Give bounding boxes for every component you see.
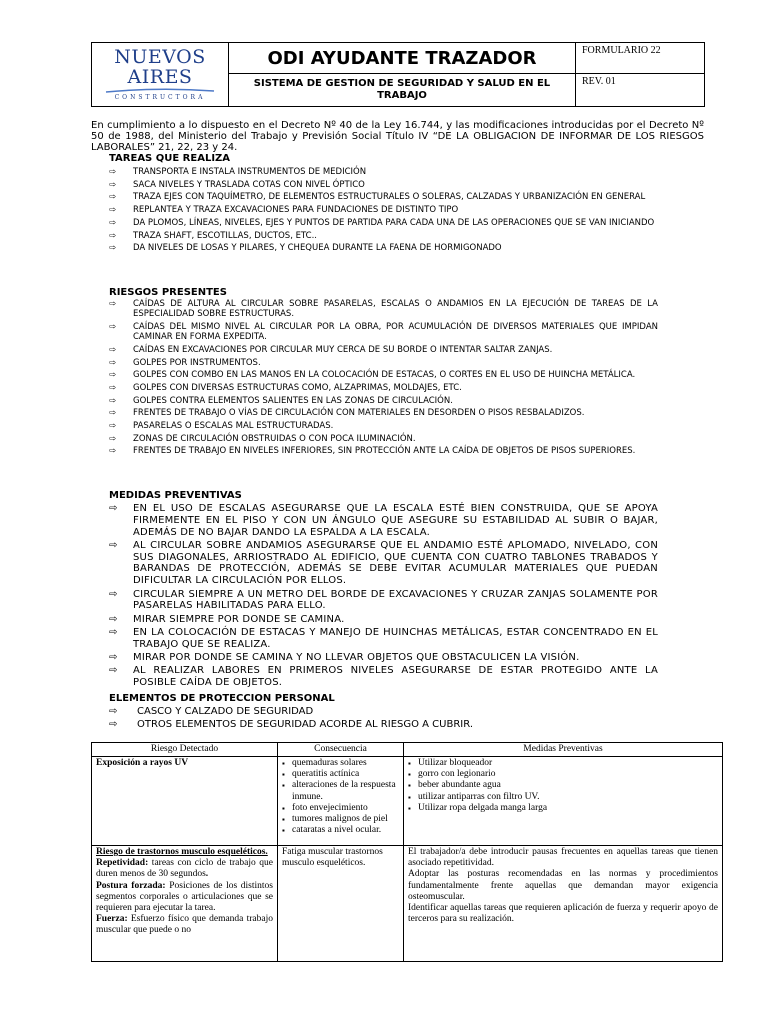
list-item — [109, 540, 658, 587]
list-item-text: GOLPES CON COMBO EN LAS MANOS EN LA COLOCACIÓN DE ESTACAS, O CORTES EN EL USO DE HUINCHA METÁLICA. — [133, 370, 636, 381]
document-subtitle: SISTEMA DE GESTION DE SEGURIDAD Y SALUD EN EL TRABAJO — [229, 74, 576, 107]
list-item — [292, 780, 399, 802]
measures-list — [109, 503, 658, 690]
arrow-icon: ⇨ — [109, 421, 117, 432]
arrow-icon: ⇨ — [109, 243, 117, 254]
risk-msk-title: Riesgo de trastornos musculo esqueléticos. — [96, 847, 268, 857]
consequence-list — [282, 758, 399, 836]
column-header-measures: Medidas Preventivas — [404, 743, 723, 757]
list-item — [292, 825, 399, 836]
arrow-icon: ⇨ — [109, 539, 118, 551]
list-item-text: EN LA COLOCACIÓN DE ESTACAS Y MANEJO DE HUINCHAS METÁLICAS, ESTAR CONCENTRADO EN EL TRABAJO QUE SE REALIZA. — [133, 626, 658, 650]
list-item-text: MIRAR POR DONDE SE CAMINA Y NO LLEVAR OBJETOS QUE OBSTACULICEN LA VISIÓN. — [133, 652, 580, 664]
list-item — [109, 396, 658, 406]
arrow-icon: ⇨ — [109, 230, 117, 241]
arrow-icon: ⇨ — [109, 179, 117, 190]
list-item — [292, 758, 399, 769]
intro-paragraph: En cumplimiento a lo dispuesto en el Decreto Nº 40 de la Ley 16.744, y las modificaciones introducidas por el Decreto Nº 50 de 1988, del Ministerio del Trabajo y Previsión Social Título IV “DE LA OBLIGACION DE INFORMAR DE LOS RIESGOS LABORALES” 21, 22, 23 y 24. — [91, 120, 704, 153]
list-item — [418, 803, 718, 814]
list-item — [418, 758, 718, 769]
list-item — [418, 769, 718, 780]
arrow-icon: ⇨ — [109, 217, 117, 228]
list-item-text: foto envejecimiento — [292, 802, 368, 813]
list-item — [109, 231, 658, 241]
list-item-text: DA NIVELES DE LOSAS Y PILARES, Y CHEQUEA DURANTE LA FAENA DE HORMIGONADO — [133, 243, 502, 254]
force-label: Fuerza: — [96, 914, 128, 925]
list-item — [109, 322, 658, 342]
list-item-text: quemaduras solares — [292, 758, 367, 768]
list-item — [109, 167, 658, 177]
list-item — [109, 243, 658, 253]
risk-table — [91, 742, 723, 962]
arrow-icon: ⇨ — [109, 395, 117, 406]
table-row — [92, 757, 723, 846]
list-item — [109, 652, 658, 664]
revision-number: REV. 01 — [576, 74, 705, 107]
list-item — [109, 345, 658, 355]
ppe-heading: ELEMENTOS DE PROTECCION PERSONAL — [109, 693, 335, 704]
logo-tagline: CONSTRUCTORA — [114, 94, 206, 101]
list-item — [109, 218, 658, 228]
list-item — [109, 383, 658, 393]
list-item-text: TRANSPORTA E INSTALA INSTRUMENTOS DE MEDICIÓN — [133, 167, 367, 177]
list-item — [109, 421, 658, 431]
arrow-icon: ⇨ — [109, 370, 117, 381]
arrow-icon: ⇨ — [109, 299, 117, 309]
list-item — [418, 780, 718, 791]
list-item-text: AL REALIZAR LABORES EN PRIMEROS NIVELES ASEGURARSE DE ESTAR PROTEGIDO ANTE LA POSIBLE CAÍDA DE OBJETOS. — [133, 665, 658, 689]
list-item — [109, 665, 658, 689]
list-item-text: ZONAS DE CIRCULACIÓN OBSTRUIDAS O CON POCA ILUMINACIÓN. — [133, 433, 416, 444]
list-item — [109, 434, 658, 444]
list-item-text: CIRCULAR SIEMPRE A UN METRO DEL BORDE DE EXCAVACIONES Y CRUZAR ZANJAS SOLAMENTE POR PASARELAS HABILITADAS PARA ELLO. — [133, 588, 658, 612]
logo-wordmark: NUEVOS AIRES — [114, 46, 206, 88]
ppe-list — [109, 706, 658, 732]
list-item-text: beber abundante agua — [418, 780, 501, 791]
list-item-text: MIRAR SIEMPRE POR DONDE SE CAMINA. — [133, 613, 345, 625]
list-item-text: utilizar antiparras con filtro UV. — [418, 791, 540, 802]
arrow-icon: ⇨ — [109, 321, 117, 332]
list-item-text: TRAZA EJES CON TAQUÍMETRO, DE ELEMENTOS ESTRUCTURALES O SOLERAS, CALZADAS Y URBANIZACIÓN EN GENERAL — [133, 192, 646, 203]
list-item-text: alteraciones de la respuesta inmune. — [292, 780, 396, 802]
tasks-heading: TAREAS QUE REALIZA — [109, 153, 231, 164]
column-header-consequence: Consecuencia — [278, 743, 404, 757]
list-item — [292, 814, 399, 825]
tasks-list — [109, 167, 658, 256]
measure-text: Identificar aquellas tareas que requieren aplicación de fuerza y requerir apoyo de terceros para su realización. — [408, 903, 718, 925]
arrow-icon: ⇨ — [109, 588, 118, 600]
list-item — [292, 769, 399, 780]
list-item-text: SACA NIVELES Y TRASLADA COTAS CON NIVEL ÓPTICO — [133, 179, 365, 190]
list-item-text: GOLPES POR INSTRUMENTOS. — [133, 357, 261, 368]
list-item-text: Utilizar ropa delgada manga larga — [418, 802, 548, 813]
risks-list — [109, 299, 658, 459]
arrow-icon: ⇨ — [109, 503, 118, 514]
measures-heading: MEDIDAS PREVENTIVAS — [109, 490, 242, 501]
table-header-row — [92, 743, 723, 757]
arrow-icon: ⇨ — [109, 167, 117, 177]
list-item-text: GOLPES CON DIVERSAS ESTRUCTURAS COMO, ALZAPRIMAS, MOLDAJES, ETC. — [133, 382, 462, 393]
repetitivity-dot: . — [205, 869, 209, 880]
list-item-text: Utilizar bloqueador — [418, 758, 493, 768]
table-row — [92, 846, 723, 962]
document-title: ODI AYUDANTE TRAZADOR — [229, 43, 576, 74]
list-item — [109, 299, 658, 319]
risk-uv-label: Exposición a rayos UV — [96, 758, 189, 768]
list-item — [109, 446, 658, 456]
consequence-cell: Fatiga muscular trastornos musculo esqueléticos. — [278, 846, 404, 962]
arrow-icon: ⇨ — [109, 626, 118, 638]
measures-cell — [404, 757, 723, 846]
list-item-text: DA PLOMOS, LÍNEAS, NIVELES, EJES Y PUNTOS DE PARTIDA PARA CADA UNA DE LAS OPERACIONES QUE SE VAN INICIANDO — [133, 217, 655, 228]
list-item-text: gorro con legionario — [418, 769, 496, 780]
list-item — [109, 408, 658, 418]
measures-cell — [404, 846, 723, 962]
posture-label: Postura forzada: — [96, 880, 166, 891]
list-item — [109, 589, 658, 613]
list-item — [109, 205, 658, 215]
company-logo — [92, 43, 229, 107]
measure-text: El trabajador/a debe introducir pausas frecuentes en aquellas tareas que tienen asociado repetitividad. — [408, 847, 718, 869]
arrow-icon: ⇨ — [109, 344, 117, 355]
list-item — [109, 358, 658, 368]
arrow-icon: ⇨ — [109, 192, 117, 203]
list-item-text: FRENTES DE TRABAJO O VÍAS DE CIRCULACIÓN CON MATERIALES EN DESORDEN O PISOS RESBALADIZOS. — [133, 408, 585, 419]
risk-cell — [92, 757, 278, 846]
list-item-text: FRENTES DE TRABAJO EN NIVELES INFERIORES, SIN PROTECCIÓN ANTE LA CAÍDA DE OBJETOS DE PISOS SUPERIORES. — [133, 446, 636, 457]
list-item-text: GOLPES CONTRA ELEMENTOS SALIENTES EN LAS ZONAS DE CIRCULACIÓN. — [133, 395, 453, 406]
repetitivity-label: Repetividad: — [96, 858, 149, 869]
list-item — [292, 803, 399, 814]
column-header-risk: Riesgo Detectado — [92, 743, 278, 757]
list-item — [109, 503, 658, 538]
list-item-text: CAÍDAS DEL MISMO NIVEL AL CIRCULAR POR LA OBRA, POR ACUMULACIÓN DE DIVERSOS MATERIALES QUE IMPIDAN CAMINAR EN FORMA EXPEDITA. — [133, 321, 658, 343]
list-item-text: CASCO Y CALZADO DE SEGURIDAD — [137, 706, 314, 717]
form-number: FORMULARIO 22 — [576, 43, 705, 74]
arrow-icon: ⇨ — [109, 408, 117, 419]
arrow-icon: ⇨ — [109, 205, 117, 216]
list-item-text: EN EL USO DE ESCALAS ASEGURARSE QUE LA ESCALA ESTÉ BIEN CONSTRUIDA, QUE SE APOYA FIRMEMENTE EN EL PISO Y CON UN ÁNGULO QUE ASEGURE SU ESTABILIDAD AL SUBIR O BAJAR, ADEMÁS DE NO BAJAR DANDO LA ESPALDA A LA ESCALA. — [133, 503, 658, 538]
document-header — [91, 42, 705, 107]
risks-heading: RIESGOS PRESENTES — [109, 287, 227, 298]
list-item — [109, 192, 658, 202]
risk-cell — [92, 846, 278, 962]
arrow-icon: ⇨ — [109, 357, 117, 368]
list-item-text: AL CIRCULAR SOBRE ANDAMIOS ASEGURARSE QUE EL ANDAMIO ESTÉ APLOMADO, NIVELADO, CON SUS DIAGONALES, ARRIOSTRADO AL EDIFICIO, QUE CUENTA CON CUATRO TABLONES TRABADOS Y BARANDAS DE PROTECCIÓN, ADEMÁS SE DEBE EVITAR ACUMULAR MATERIALES QUE PUEDAN DIFICULTAR LA CIRCULACIÓN POR ELLOS. — [133, 539, 658, 587]
arrow-icon: ⇨ — [109, 613, 118, 625]
arrow-icon: ⇨ — [109, 706, 118, 717]
arrow-icon: ⇨ — [109, 446, 117, 457]
arrow-icon: ⇨ — [109, 652, 118, 664]
list-item-text: TRAZA SHAFT, ESCOTILLAS, DUCTOS, ETC.. — [133, 230, 318, 241]
arrow-icon: ⇨ — [109, 665, 118, 677]
measure-text: Adoptar las posturas recomendadas en las normas y procedimientos fundamentalmente frente aquellas que demandan mayor exigencia osteomuscular. — [408, 869, 718, 902]
arrow-icon: ⇨ — [109, 433, 117, 444]
list-item — [109, 719, 658, 731]
list-item — [109, 614, 658, 626]
force-text: Esfuerzo físico que demanda trabajo muscular que puede o no — [96, 914, 273, 936]
consequence-cell — [278, 757, 404, 846]
measures-bullet-list — [408, 758, 718, 814]
list-item — [109, 370, 658, 380]
list-item-text: cataratas a nivel ocular. — [292, 825, 382, 836]
list-item-text: CAÍDAS EN EXCAVACIONES POR CIRCULAR MUY CERCA DE SU BORDE O INTENTAR SALTAR ZANJAS. — [133, 344, 553, 355]
list-item — [109, 706, 658, 718]
list-item-text: CAÍDAS DE ALTURA AL CIRCULAR SOBRE PASARELAS, ESCALAS O ANDAMIOS EN LA EJECUCIÓN DE TAREAS DE LA ESPECIALIDAD SOBRE ESTRUCTURAS. — [133, 299, 658, 320]
list-item-text: PASARELAS O ESCALAS MAL ESTRUCTURADAS. — [133, 421, 334, 432]
list-item — [109, 627, 658, 651]
list-item — [418, 792, 718, 803]
list-item-text: tumores malignos de piel — [292, 814, 388, 825]
list-item-text: REPLANTEA Y TRAZA EXCAVACIONES PARA FUNDACIONES DE DISTINTO TIPO — [133, 205, 459, 216]
repetitivity-text: tareas con ciclo de trabajo que duren menos de 30 segundos — [96, 858, 273, 880]
posture-text: Posiciones de los distintos segmentos corporales o articulaciones que se requieren para ejecutar la tarea. — [96, 880, 273, 914]
list-item-text: OTROS ELEMENTOS DE SEGURIDAD ACORDE AL RIESGO A CUBRIR. — [137, 719, 474, 730]
list-item-text: queratitis actínica — [292, 769, 360, 780]
list-item — [109, 180, 658, 190]
arrow-icon: ⇨ — [109, 719, 118, 730]
arrow-icon: ⇨ — [109, 382, 117, 393]
